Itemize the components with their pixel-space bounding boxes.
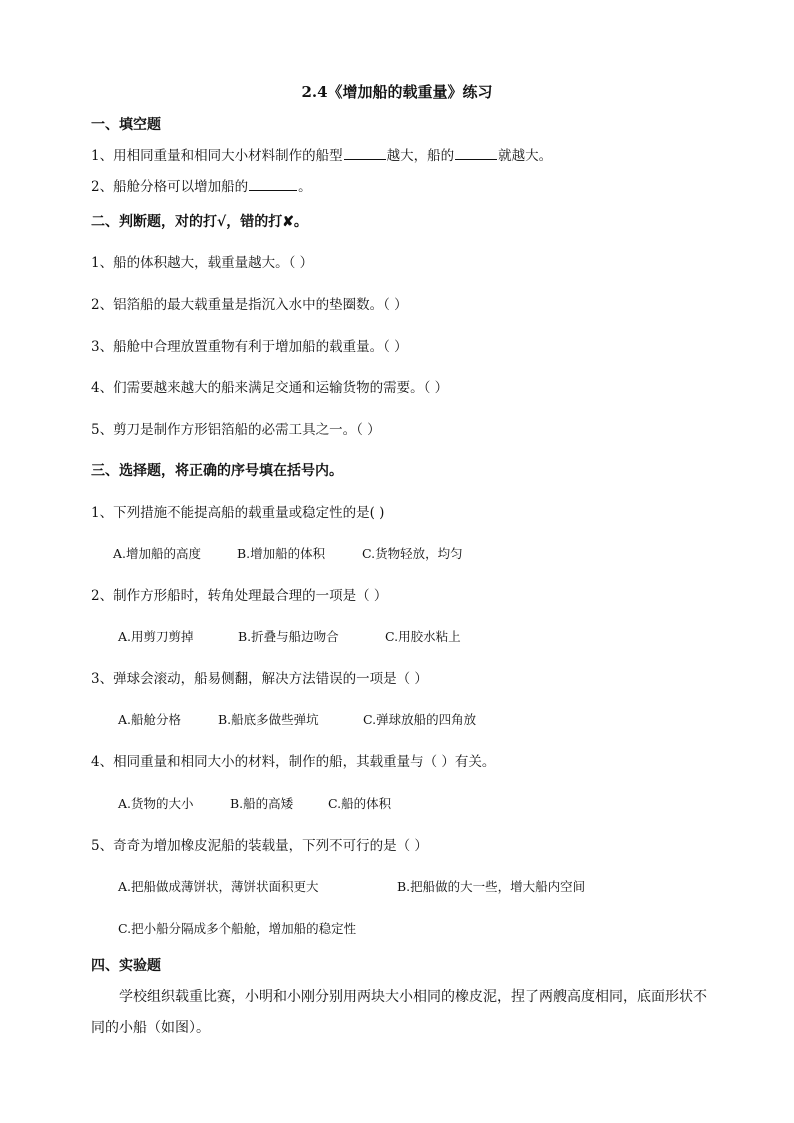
- experiment-paragraph-line-2: 同的小船（如图）。: [91, 1020, 210, 1036]
- true-false-item: 2、铝箔船的最大载重量是指沉入水中的垫圈数。（ ）: [91, 297, 408, 313]
- answer-blank[interactable]: [455, 145, 497, 160]
- true-false-item: 1、船的体积越大，载重量越大。（ ）: [91, 255, 314, 271]
- answer-blank[interactable]: [344, 145, 386, 160]
- choice-option: C.把小船分隔成多个船舱，增加船的稳定性: [118, 921, 357, 936]
- choice-option: B.船底多做些弹坑: [218, 712, 319, 727]
- choice-option: B.把船做的大一些，增大船内空间: [397, 879, 586, 894]
- section-heading-true-false: 二、判断题，对的打√，错的打✘。: [91, 214, 308, 230]
- choice-option: A.船舱分格: [118, 712, 182, 727]
- choice-option: C.货物轻放，均匀: [362, 546, 463, 561]
- fill-question-2: [91, 176, 312, 197]
- choice-option: A.货物的大小: [118, 796, 194, 811]
- choice-question-1: 1、下列措施不能提高船的载重量或稳定性的是( ): [91, 505, 385, 521]
- true-false-item: 4、们需要越来越大的船来满足交通和运输货物的需要。（ ）: [91, 380, 449, 396]
- choice-option: A.用剪刀剪掉: [118, 629, 194, 644]
- choice-option: B.船的高矮: [230, 796, 294, 811]
- fill-question-1-part-a: 1、用相同重量和相同大小材料制作的船型: [91, 148, 343, 164]
- section-heading-fill-in: 一、填空题: [91, 117, 161, 133]
- choice-option: C.船的体积: [328, 796, 392, 811]
- choice-question-3: 3、弹球会滚动，船易侧翻，解决方法错误的一项是（ ）: [91, 671, 428, 687]
- true-false-item: 5、剪刀是制作方形铝箔船的必需工具之一。（ ）: [91, 422, 381, 438]
- fill-question-1-part-c: 就越大。: [498, 148, 553, 164]
- choice-option: C.用胶水粘上: [385, 629, 461, 644]
- choice-option: C.弹球放船的四角放: [363, 712, 477, 727]
- choice-question-4: 4、相同重量和相同大小的材料，制作的船，其载重量与（ ）有关。: [91, 754, 496, 770]
- answer-blank[interactable]: [249, 176, 297, 191]
- choice-option: B.折叠与船边吻合: [238, 629, 339, 644]
- choice-question-5: 5、奇奇为增加橡皮泥船的装载量，下列不可行的是（ ）: [91, 838, 428, 854]
- fill-question-2-part-b: 。: [298, 179, 312, 195]
- choice-question-2: 2、制作方形船时，转角处理最合理的一项是（ ）: [91, 588, 388, 604]
- section-heading-experiment: 四、实验题: [91, 958, 161, 974]
- section-heading-multiple-choice: 三、选择题，将正确的序号填在括号内。: [91, 463, 343, 479]
- page-title: 2.4《增加船的载重量》练习: [301, 83, 493, 101]
- fill-question-2-part-a: 2、船舱分格可以增加船的: [91, 179, 249, 195]
- choice-option: A.把船做成薄饼状，薄饼状面积更大: [118, 879, 319, 894]
- fill-question-1: [91, 145, 552, 166]
- fill-question-1-part-b: 越大，船的: [386, 148, 455, 164]
- experiment-paragraph-line-1: 学校组织载重比赛，小明和小刚分别用两块大小相同的橡皮泥，捏了两艘高度相同，底面形状不: [119, 989, 707, 1005]
- choice-option: A.增加船的高度: [113, 546, 202, 561]
- choice-option: B.增加船的体积: [237, 546, 326, 561]
- true-false-item: 3、船舱中合理放置重物有利于增加船的载重量。（ ）: [91, 339, 408, 355]
